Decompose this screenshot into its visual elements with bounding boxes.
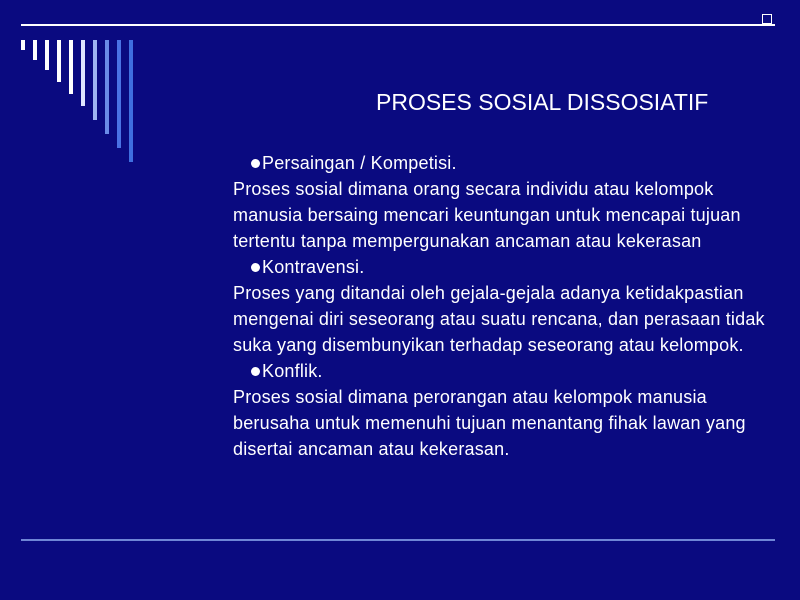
item-heading: Konflik. [262, 361, 323, 381]
slide-title: PROSES SOSIAL DISSOSIATIF [376, 89, 709, 115]
list-item-heading [233, 254, 781, 280]
item-heading: Kontravensi. [262, 257, 365, 277]
decorative-stripes-icon [21, 40, 133, 164]
list-item-heading [233, 150, 781, 176]
corner-square-icon [762, 14, 772, 24]
item-description: Proses sosial dimana orang secara individu atau kelompok manusia bersaing mencari keuntungan untuk mencapai tujuan tertentu tanpa mempergunakan ancaman atau kekerasan [233, 179, 741, 251]
bottom-divider [21, 539, 775, 541]
slide-body [233, 150, 781, 462]
bullet-icon [251, 159, 260, 168]
top-divider [21, 24, 775, 26]
item-heading: Persaingan / Kompetisi. [262, 153, 457, 173]
list-item-heading [233, 358, 781, 384]
bullet-icon [251, 367, 260, 376]
item-description: Proses sosial dimana perorangan atau kelompok manusia berusaha untuk memenuhi tujuan menantang fihak lawan yang disertai ancaman atau kekerasan. [233, 387, 746, 459]
bullet-icon [251, 263, 260, 272]
item-description: Proses yang ditandai oleh gejala-gejala adanya ketidakpastian mengenai diri seseorang atau suatu rencana, dan perasaan tidak suka yang disembunyikan terhadap seseorang atau kelompok. [233, 283, 765, 355]
